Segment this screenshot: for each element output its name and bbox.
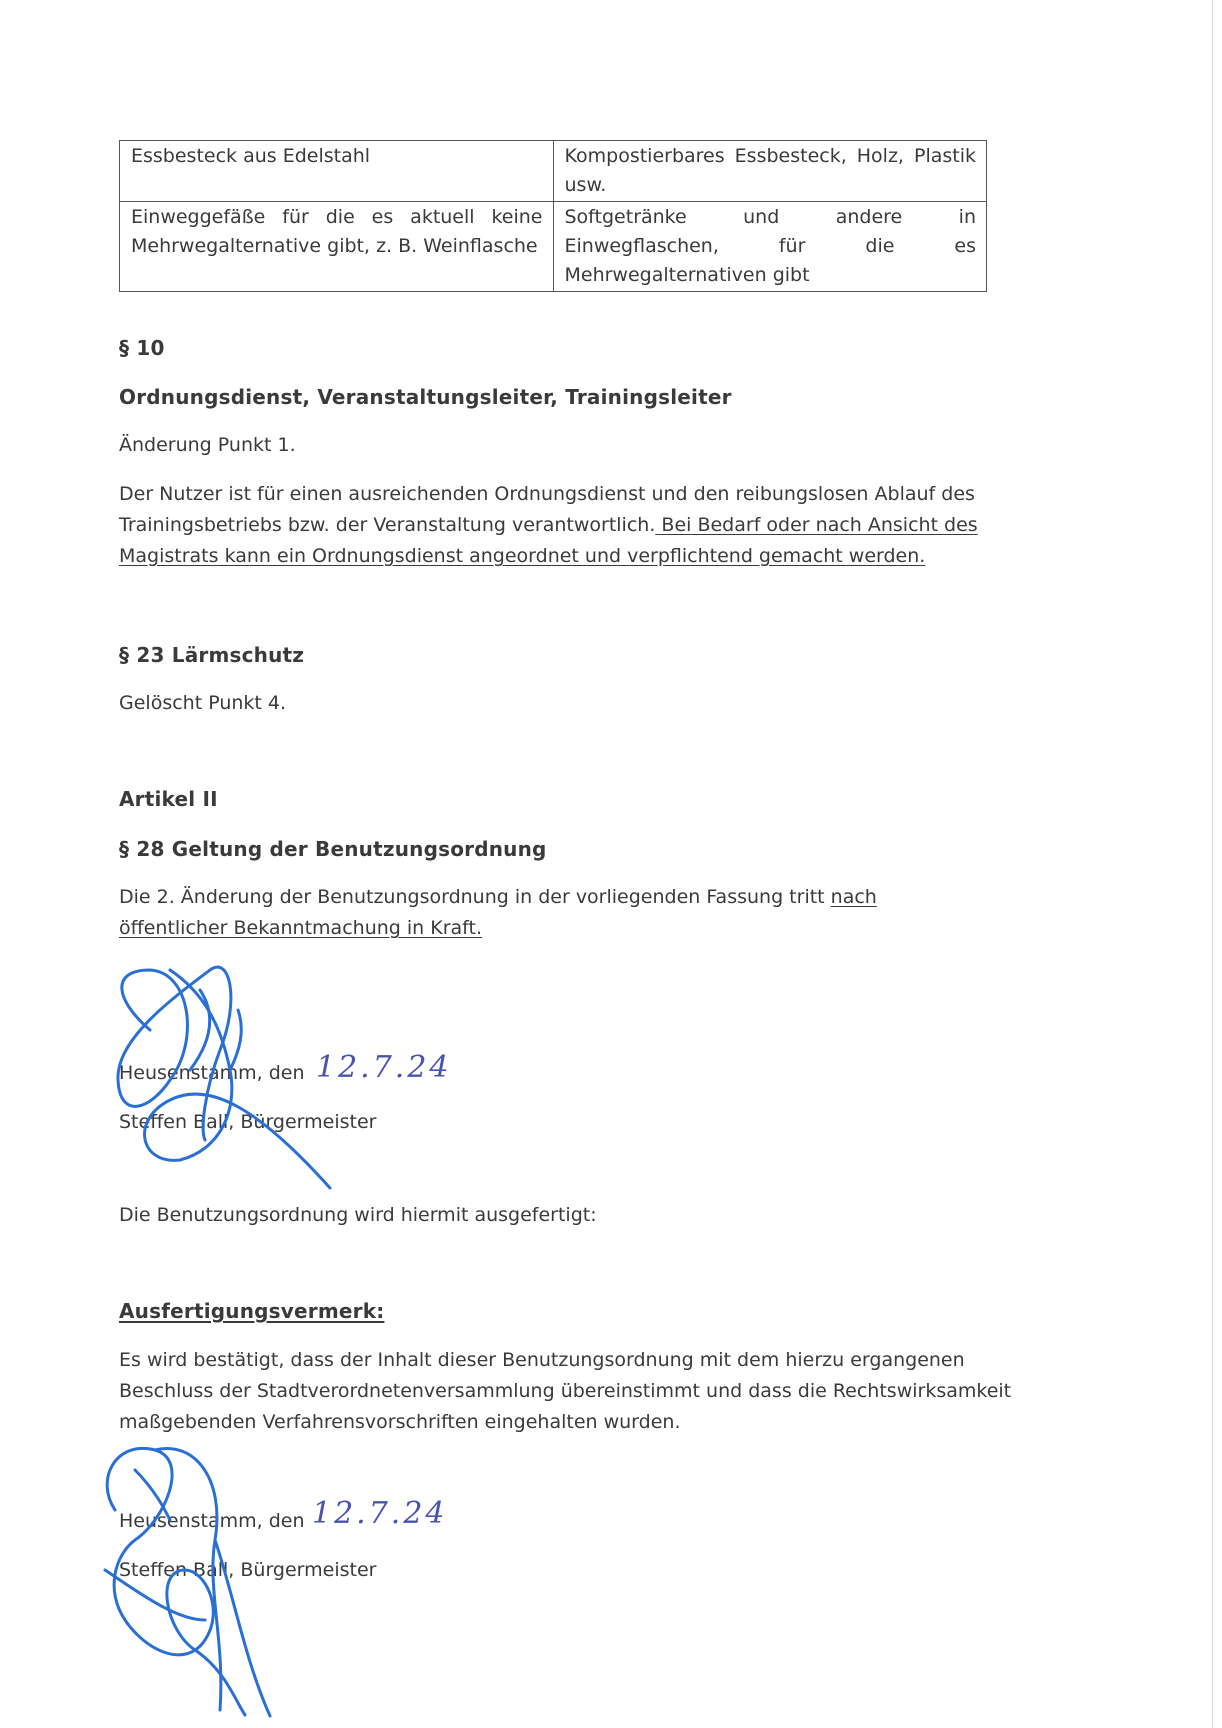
section-28-title: § 28 Geltung der Benutzungsordnung	[119, 837, 547, 861]
section-10-text-plain: Der Nutzer ist für einen ausreichenden Ordnungsdienst und den reibungslosen Ablauf des Trainingsbetriebs bzw. der Veranstaltung verantwortlich.	[119, 483, 975, 536]
section-10-change: Änderung Punkt 1.	[119, 434, 296, 456]
ausgefertigt-text: Die Benutzungsordnung wird hiermit ausgefertigt:	[119, 1204, 597, 1226]
scan-edge-line	[1212, 0, 1213, 1728]
vermerk-title: Ausfertigungsvermerk:	[119, 1299, 385, 1323]
section-10-title: Ordnungsdienst, Veranstaltungsleiter, Trainingsleiter	[119, 385, 732, 409]
section-28-text-underlined: nach öffentlicher Bekanntmachung in Kraft.	[119, 886, 877, 939]
section-23-title: § 23 Lärmschutz	[119, 643, 305, 667]
section-10-number: § 10	[119, 336, 165, 360]
table-cell: Kompostierbares Essbesteck, Holz, Plastik usw.	[553, 141, 987, 202]
section-28-text	[119, 882, 989, 944]
table-row	[120, 141, 987, 202]
table-row	[120, 202, 987, 292]
signature-2-name: Steffen Ball, Bürgermeister	[119, 1559, 377, 1581]
items-table	[119, 140, 987, 292]
signature-1-name: Steffen Ball, Bürgermeister	[119, 1111, 377, 1133]
handwritten-signature-1	[110, 960, 340, 1190]
artikel-2-title: Artikel II	[119, 787, 218, 811]
section-10-text	[119, 479, 1049, 572]
table-cell: Softgetränke und andere in Einwegflaschen, für die es Mehrwegalternativen gibt	[553, 202, 987, 292]
signature-2-date: 12.7.24	[312, 1496, 448, 1531]
section-28-text-plain: Die 2. Änderung der Benutzungsordnung in der vorliegenden Fassung tritt	[119, 886, 831, 908]
table-cell: Essbesteck aus Edelstahl	[120, 141, 554, 202]
table-cell: Einweggefäße für die es aktuell keine Mehrwegalternative gibt, z. B. Weinflasche	[120, 202, 554, 292]
handwritten-signature-2	[95, 1420, 305, 1720]
section-10-text-underlined: Bei Bedarf oder nach Ansicht des Magistrats kann ein Ordnungsdienst angeordnet und verpflichtend gemacht werden.	[119, 514, 978, 567]
signature-1-date: 12.7.24	[316, 1050, 452, 1085]
vermerk-text: Es wird bestätigt, dass der Inhalt dieser Benutzungsordnung mit dem hierzu ergangenen Beschluss der Stadtverordnetenversammlung übereinstimmt und dass die Rechtswirksamkeit maßgebenden Verfahrensvorschriften eingehalten wurden.	[119, 1349, 1012, 1433]
signature-2-place: Heusenstamm, den	[119, 1510, 305, 1532]
signature-1-place: Heusenstamm, den	[119, 1062, 305, 1084]
section-23-change: Gelöscht Punkt 4.	[119, 692, 287, 714]
